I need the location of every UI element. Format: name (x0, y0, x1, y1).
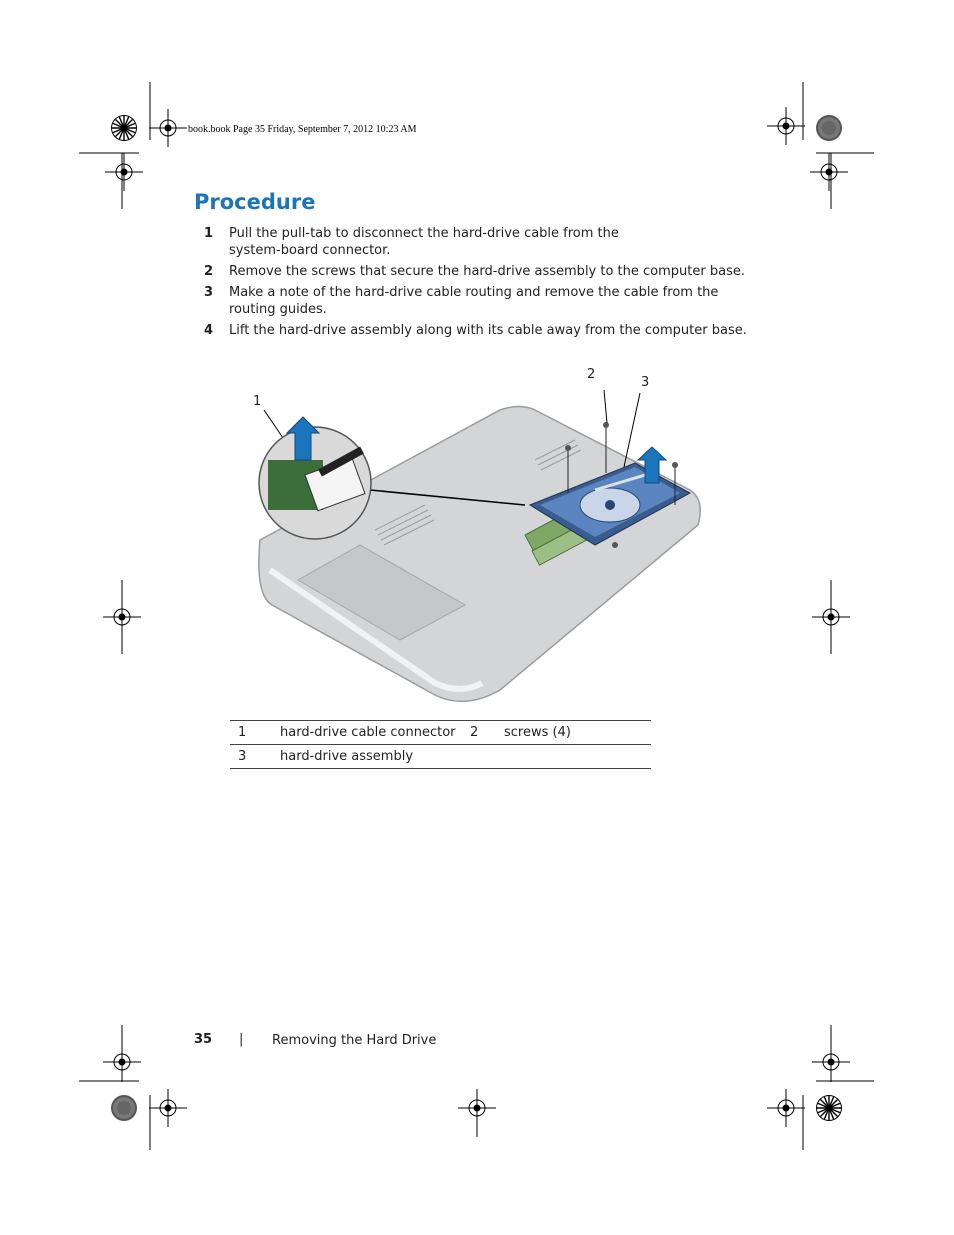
legend-label (504, 745, 651, 769)
legend-label: hard-drive assembly (280, 748, 414, 764)
legend-label: screws (4) (504, 724, 571, 740)
legend-number: 1 (238, 724, 247, 740)
print-header: book.book Page 35 Friday, September 7, 2012 10:23 AM (188, 124, 417, 135)
step-item (204, 225, 644, 259)
chapter-title: Removing the Hard Drive (272, 1033, 437, 1048)
callout-number: 3 (641, 375, 650, 390)
step-text: Lift the hard-drive assembly along with its cable away from the computer base. (229, 323, 747, 338)
footer-separator: | (239, 1032, 244, 1047)
legend-label: hard-drive cable connector (280, 724, 456, 740)
callout-legend-table (230, 720, 651, 769)
page-number: 35 (194, 1032, 213, 1047)
table-row (230, 745, 651, 769)
legend-number: 2 (470, 724, 479, 740)
table-row (230, 721, 651, 745)
callout-number: 1 (253, 394, 262, 409)
legend-number (470, 745, 504, 769)
connector-zoom-inset (259, 417, 371, 539)
procedure-steps (204, 225, 764, 343)
hard-drive-removal-illustration (250, 365, 710, 710)
step-text: Remove the screws that secure the hard-drive assembly to the computer base. (229, 264, 745, 279)
step-number: 1 (204, 226, 214, 241)
step-text: Make a note of the hard-drive cable routing and remove the cable from the routing guides. (229, 285, 719, 317)
step-number: 2 (204, 264, 214, 279)
callout-number: 2 (587, 367, 596, 382)
step-number: 3 (204, 285, 214, 300)
step-text: Pull the pull-tab to disconnect the hard-drive cable from the system-board connector. (229, 226, 619, 258)
legend-number: 3 (238, 748, 247, 764)
step-number: 4 (204, 323, 214, 338)
step-item (204, 284, 719, 318)
section-title: Procedure (194, 190, 316, 214)
step-item (204, 322, 764, 339)
step-item (204, 263, 764, 280)
